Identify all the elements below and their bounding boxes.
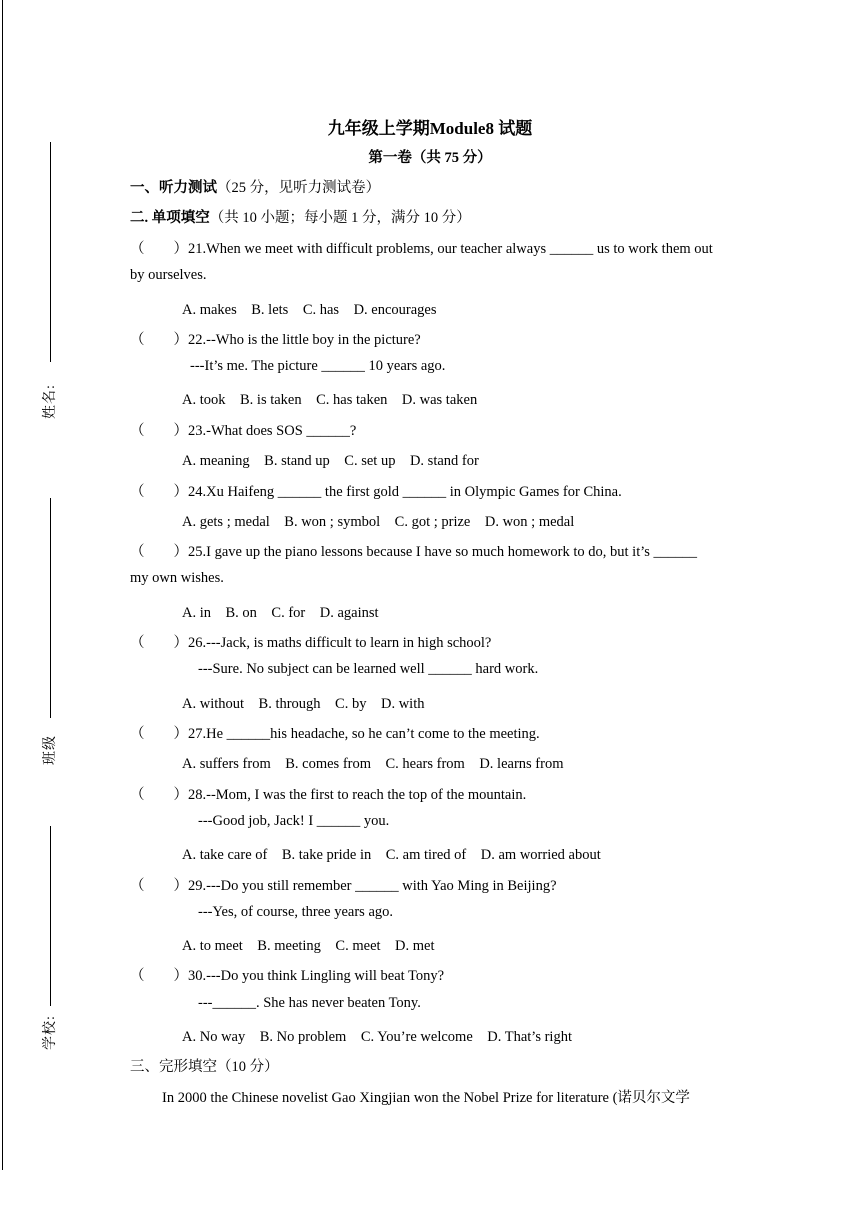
section-cloze-head: 三、完形填空（10 分） [130, 1059, 279, 1075]
question-26-stem: （ ）26.---Jack, is maths difficult to learn in high school? [130, 635, 492, 651]
question-21-options: A. makes B. lets C. has D. encourages [182, 302, 437, 318]
question-29-reply: ---Yes, of course, three years ago. [198, 904, 394, 920]
question-23-stem: （ ）23.-What does SOS ______? [130, 423, 357, 439]
question-28-reply: ---Good job, Jack! I ______ you. [198, 813, 390, 829]
section-single-choice [130, 206, 471, 227]
school-line [50, 826, 51, 1006]
question-30-options: A. No way B. No problem C. You’re welcome D. That’s right [182, 1029, 572, 1045]
question-25-options: A. in B. on C. for D. against [182, 605, 379, 621]
question-24-stem: （ ）24.Xu Haifeng ______ the first gold ______ in Olympic Games for China. [130, 484, 622, 500]
question-30-reply: ---______. She has never beaten Tony. [198, 995, 421, 1011]
question-24-options: A. gets ; medal B. won ; symbol C. got ; prize D. won ; medal [182, 514, 575, 530]
section-listening [130, 176, 380, 197]
question-29-stem: （ ）29.---Do you still remember ______ with Yao Ming in Beijing? [130, 878, 557, 894]
page-title: 九年级上学期Module8 试题 [327, 119, 533, 138]
question-27-options: A. suffers from B. comes from C. hears from D. learns from [182, 756, 564, 772]
question-22-stem: （ ）22.--Who is the little boy in the picture? [130, 332, 421, 348]
question-22-options: A. took B. is taken C. has taken D. was taken [182, 392, 478, 408]
question-25-stem: （ ）25.I gave up the piano lessons because I have so much homework to do, but it’s ______ [130, 544, 698, 560]
question-30-stem: （ ）30.---Do you think Lingling will beat Tony? [130, 968, 445, 984]
question-28-stem: （ ）28.--Mom, I was the first to reach the top of the mountain. [130, 787, 527, 803]
question-25-stem-cont: my own wishes. [130, 570, 224, 586]
question-28-options: A. take care of B. take pride in C. am tired of D. am worried about [182, 847, 601, 863]
page-left-edge [2, 0, 3, 1170]
question-21-stem-cont: by ourselves. [130, 267, 207, 283]
question-26-reply: ---Sure. No subject can be learned well ______ hard work. [198, 661, 539, 677]
question-29-options: A. to meet B. meeting C. meet D. met [182, 938, 435, 954]
class-line [50, 498, 51, 718]
school-label: 学校: [43, 1015, 58, 1050]
question-21-stem: （ ）21.When we meet with difficult problems, our teacher always ______ us to work them out [130, 241, 713, 257]
page-subtitle: 第一卷（共 75 分） [368, 150, 492, 166]
name-line [50, 142, 51, 362]
class-label: 班级 [43, 735, 58, 765]
question-26-options: A. without B. through C. by D. with [182, 696, 425, 712]
question-27-stem: （ ）27.He ______his headache, so he can’t come to the meeting. [130, 726, 540, 742]
section-single-choice-note: （共 10 小题；每小题 1 分，满分 10 分） [209, 210, 471, 226]
section-single-choice-head: 二. 单项填空 [130, 210, 210, 226]
name-label: 姓名: [43, 384, 58, 419]
question-23-options: A. meaning B. stand up C. set up D. stand for [182, 453, 479, 469]
question-22-reply: ---It’s me. The picture ______ 10 years ago. [190, 358, 446, 374]
section-listening-head: 一、听力测试 [130, 180, 217, 196]
section-listening-note: （25 分，见听力测试卷） [217, 180, 381, 196]
cloze-paragraph: In 2000 the Chinese novelist Gao Xingjian won the Nobel Prize for literature (诺贝尔文学 [162, 1090, 690, 1106]
